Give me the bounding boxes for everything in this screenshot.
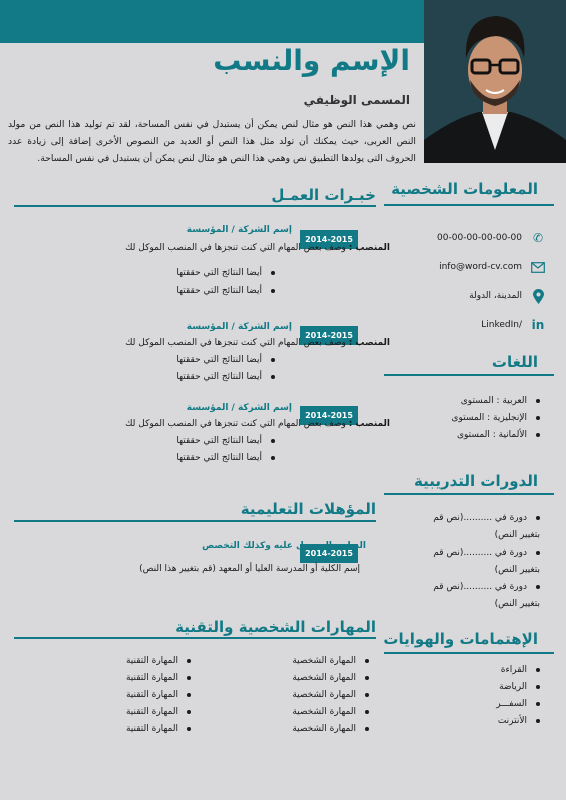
job-result: أيضا النتائج التي حققتها	[176, 268, 275, 278]
job-title: المسمى الوظيفي	[303, 93, 410, 107]
job-date: 2014-2015	[300, 230, 358, 249]
education-degree: الدبلوم المحصل عليه وكذلك التخصص	[202, 541, 366, 551]
list-item: السفـــر	[496, 695, 540, 712]
job-company: إسم الشركة / المؤسسة	[186, 322, 292, 332]
list-item: القراءة	[496, 661, 540, 678]
list-item: دورة في ..........(نص قم بتغيير النص)	[433, 548, 540, 575]
languages-list	[451, 392, 540, 443]
education-school: إسم الكلية أو المدرسة العليا أو المعهد (قم بتغيير هذا النص)	[139, 564, 360, 574]
personal-skill: المهارة الشخصية	[292, 673, 369, 683]
skills-title: المهارات الشخصية والتقنية	[175, 618, 376, 636]
job-company: إسم الشركة / المؤسسة	[186, 403, 292, 413]
languages-rule	[384, 374, 554, 376]
job-result: أيضا النتائج التي حققتها	[176, 355, 275, 365]
list-item: الرياضة	[496, 678, 540, 695]
technical-skill: المهارة التقنية	[126, 673, 191, 683]
skills-rule	[14, 637, 376, 639]
education-date: 2014-2015	[300, 544, 358, 563]
job-role: المنصب : وصف بعض المهام التي كنت تنجزها في المنصب الموكل لك	[125, 419, 390, 429]
job-date: 2014-2015	[300, 326, 358, 345]
technical-skill: المهارة التقنية	[126, 724, 191, 734]
candidate-name: الإسم والنسب	[213, 44, 410, 77]
contact-linkedin: LinkedIn/ in	[481, 318, 545, 332]
profile-photo	[424, 0, 566, 163]
languages-title: اللغات	[491, 353, 538, 371]
contact-email: info@word-cv.com	[439, 258, 546, 276]
job-company: إسم الشركة / المؤسسة	[186, 225, 292, 235]
job-result: أيضا النتائج التي حققتها	[176, 286, 275, 296]
technical-skill: المهارة التقنية	[126, 707, 191, 717]
job-date: 2014-2015	[300, 406, 358, 425]
technical-skill: المهارة التقنية	[126, 656, 191, 666]
personal-info-title: المعلومات الشخصية	[391, 180, 538, 198]
list-item: العربية : المستوى	[451, 392, 540, 409]
personal-skill: المهارة الشخصية	[292, 707, 369, 717]
experience-title: خبـرات العمـل	[271, 186, 376, 204]
hobbies-list	[496, 661, 540, 729]
job-result: أيضا النتائج التي حققتها	[176, 436, 275, 446]
contact-address: المدينة، الدولة	[469, 287, 546, 305]
education-title: المؤهلات التعليمية	[240, 500, 376, 518]
mail-icon	[530, 259, 546, 275]
list-item: الأنترنت	[496, 712, 540, 729]
list-item: دورة في ..........(نص قم بتغيير النص)	[433, 513, 540, 540]
education-rule	[14, 520, 376, 522]
list-item: الإنجليزية : المستوى	[451, 409, 540, 426]
courses-rule	[384, 493, 554, 495]
personal-skill: المهارة الشخصية	[292, 724, 369, 734]
header-bar	[0, 0, 424, 43]
personal-skill: المهارة الشخصية	[292, 690, 369, 700]
phone-icon: ✆	[532, 231, 544, 245]
job-result: أيضا النتائج التي حققتها	[176, 453, 275, 463]
location-pin-icon	[530, 288, 546, 304]
linkedin-icon: in	[531, 318, 545, 332]
job-result: أيضا النتائج التي حققتها	[176, 372, 275, 382]
list-item: دورة في ..........(نص قم بتغيير النص)	[433, 582, 540, 609]
profile-summary: نص وهمي هذا النص هو مثال لنص يمكن أن يستبدل في نفس المساحة، لقد تم توليد هذا النص من مولد النص العربى، حيث يمكنك أن تولد مثل هذا النص أو العديد من النصوص الأخرى إضافة إلى زيادة عدد الحروف التى يولدها التطبيق نص وهمي هذا النص هو مثال لنص يمكن أن يستبدل في نفس المساحة.	[8, 119, 416, 164]
personal-info-rule	[384, 204, 554, 206]
contact-phone: 00-00-00-00-00-00 ✆	[437, 229, 546, 247]
job-role: المنصب : وصف بعض المهام التي كنت تنجزها في المنصب الموكل لك	[125, 243, 390, 253]
courses-title: الدورات التدريبية	[413, 472, 538, 490]
hobbies-rule	[384, 652, 554, 654]
experience-rule	[14, 205, 376, 207]
hobbies-title: الإهتمامات والهوايات	[383, 630, 538, 648]
personal-skill: المهارة الشخصية	[292, 656, 369, 666]
technical-skill: المهارة التقنية	[126, 690, 191, 700]
list-item: الألمانية : المستوى	[451, 426, 540, 443]
job-role: المنصب : وصف بعض المهام التي كنت تنجزها في المنصب الموكل لك	[125, 338, 390, 348]
